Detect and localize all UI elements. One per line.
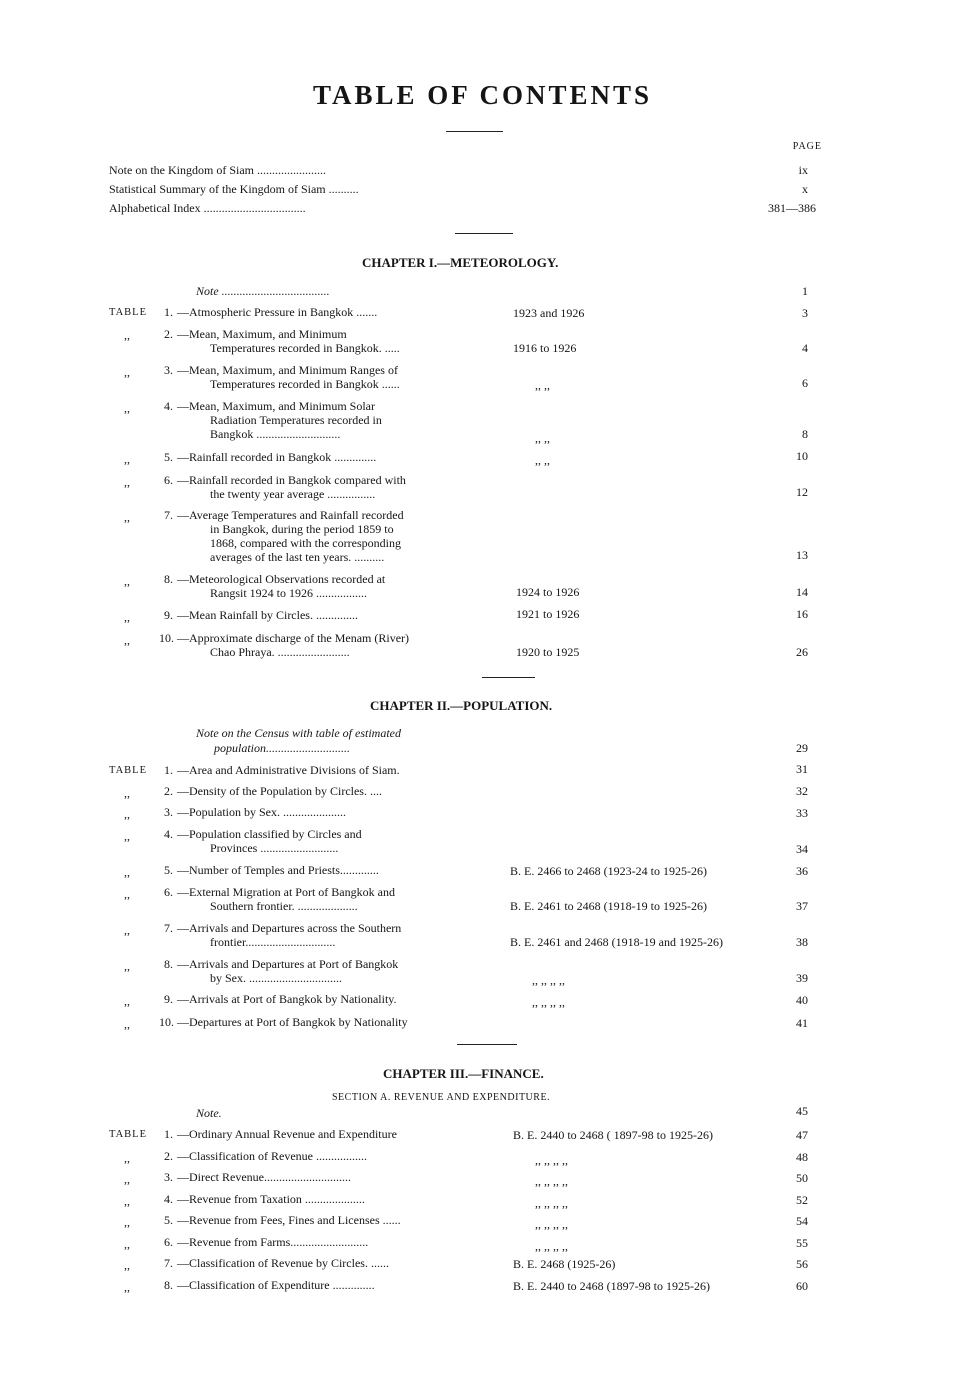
page-title: TABLE OF CONTENTS [312, 80, 653, 110]
chapter-note: Note. [196, 1106, 222, 1120]
table-number: 6. [164, 1235, 173, 1249]
table-title: —Revenue from Fees, Fines and Licenses ...... [177, 1213, 401, 1227]
table-number: 10. [159, 1015, 174, 1029]
section-rule [482, 677, 535, 678]
table-number: 5. [164, 863, 173, 877]
table-page: 36 [796, 864, 808, 878]
front-matter-label: Statistical Summary of the Kingdom of Siam .......... [109, 182, 359, 196]
table-title: —Population by Sex. ..................... [177, 805, 347, 819]
table-title: —Direct Revenue............................. [177, 1170, 351, 1184]
table-range: ,, ,, [535, 378, 550, 392]
front-matter-label: Note on the Kingdom of Siam ....................... [109, 163, 326, 177]
ditto-mark: ,, [124, 1194, 130, 1208]
table-number: 5. [164, 1213, 173, 1227]
table-number: 4. [164, 1192, 173, 1206]
ditto-mark: ,, [124, 1258, 130, 1272]
table-number: 4. [164, 399, 173, 413]
table-page: 38 [796, 935, 808, 949]
ditto-mark: ,, [124, 452, 130, 466]
table-label: TABLE [109, 765, 147, 776]
table-title: —Area and Administrative Divisions of Siam. [177, 763, 400, 777]
table-title: —Average Temperatures and Rainfall recorded [177, 508, 404, 522]
table-page: 48 [796, 1150, 808, 1164]
table-page: 39 [796, 971, 808, 985]
table-title: —Revenue from Taxation .................... [177, 1192, 365, 1206]
table-page: 50 [796, 1171, 808, 1185]
table-number: 7. [164, 1256, 173, 1270]
table-number: 2. [164, 327, 173, 341]
ditto-mark: ,, [124, 1280, 130, 1294]
table-title: —Density of the Population by Circles. .... [177, 784, 382, 798]
table-page: 47 [796, 1128, 808, 1142]
table-number: 8. [164, 957, 173, 971]
table-page: 32 [796, 784, 808, 798]
chapter-heading: CHAPTER I.—METEOROLOGY. [362, 255, 559, 270]
ditto-mark: ,, [124, 510, 130, 524]
chapter-heading: CHAPTER II.—POPULATION. [370, 698, 553, 713]
table-page: 41 [796, 1016, 808, 1030]
table-number: 9. [164, 992, 173, 1006]
section-rule [457, 1044, 517, 1045]
title-rule [446, 131, 503, 132]
table-title-cont: by Sex. ............................... [210, 971, 342, 985]
table-page: 33 [796, 806, 808, 820]
table-title: —Revenue from Farms.......................... [177, 1235, 369, 1249]
front-matter-page: 381—386 [768, 201, 816, 215]
table-page: 34 [796, 842, 808, 856]
note-page: 45 [796, 1104, 808, 1118]
front-matter-label: Alphabetical Index .................................. [109, 201, 306, 215]
table-range: 1921 to 1926 [516, 607, 580, 621]
table-page: 6 [802, 376, 808, 390]
table-range: ,, ,, ,, ,, [532, 995, 565, 1009]
table-range: ,, ,, ,, ,, [535, 1239, 568, 1253]
front-matter-page: x [802, 182, 808, 196]
table-title-cont: Rangsit 1924 to 1926 ................. [210, 586, 368, 600]
table-range: ,, ,, ,, ,, [535, 1174, 568, 1188]
table-label: TABLE [109, 1129, 147, 1140]
table-title: —Rainfall recorded in Bangkok compared with [177, 473, 406, 487]
table-title: —Arrivals at Port of Bangkok by Nationality. [177, 992, 397, 1006]
ditto-mark: ,, [124, 1017, 130, 1031]
note-page: 1 [802, 284, 808, 298]
table-number: 1. [164, 1127, 173, 1141]
table-page: 13 [796, 548, 808, 562]
table-range: 1924 to 1926 [516, 585, 580, 599]
table-page: 52 [796, 1193, 808, 1207]
table-range: ,, ,, [535, 453, 550, 467]
table-range: B. E. 2461 and 2468 (1918-19 and 1925-26) [510, 935, 723, 949]
table-label: TABLE [109, 307, 147, 318]
table-title-cont: Temperatures recorded in Bangkok ...... [210, 377, 400, 391]
table-range: ,, ,, ,, ,, [535, 1153, 568, 1167]
table-title: —Mean Rainfall by Circles. .............. [177, 608, 358, 622]
table-number: 7. [164, 921, 173, 935]
table-number: 8. [164, 1278, 173, 1292]
table-page: 37 [796, 899, 808, 913]
table-number: 4. [164, 827, 173, 841]
chapter-heading: CHAPTER III.—FINANCE. [383, 1066, 544, 1081]
chapter-note-cont: population............................ [214, 741, 351, 755]
table-title: —Mean, Maximum, and Minimum Solar [177, 399, 375, 413]
ditto-mark: ,, [124, 328, 130, 342]
table-title: —Classification of Expenditure .............. [177, 1278, 375, 1292]
ditto-mark: ,, [124, 887, 130, 901]
table-title: —Classification of Revenue ................. [177, 1149, 367, 1163]
table-number: 10. [159, 631, 174, 645]
section-rule [455, 233, 513, 234]
table-range: B. E. 2461 to 2468 (1918-19 to 1925-26) [510, 899, 707, 913]
table-title: —Number of Temples and Priests............. [177, 863, 379, 877]
table-page: 54 [796, 1214, 808, 1228]
table-page: 26 [796, 645, 808, 659]
note-page: 29 [796, 741, 808, 755]
ditto-mark: ,, [124, 865, 130, 879]
ditto-mark: ,, [124, 633, 130, 647]
ditto-mark: ,, [124, 807, 130, 821]
ditto-mark: ,, [124, 610, 130, 624]
table-title-cont: Provinces .......................... [210, 841, 339, 855]
table-number: 3. [164, 363, 173, 377]
ditto-mark: ,, [124, 401, 130, 415]
table-title-cont: averages of the last ten years. .......... [210, 550, 385, 564]
table-range: B. E. 2440 to 2468 ( 1897-98 to 1925-26) [513, 1128, 713, 1142]
table-title: —External Migration at Port of Bangkok and [177, 885, 395, 899]
table-title: —Atmospheric Pressure in Bangkok ....... [177, 305, 378, 319]
ditto-mark: ,, [124, 475, 130, 489]
table-page: 3 [802, 306, 808, 320]
table-range: ,, ,, ,, ,, [532, 973, 565, 987]
ditto-mark: ,, [124, 1151, 130, 1165]
table-number: 3. [164, 805, 173, 819]
table-number: 6. [164, 885, 173, 899]
table-page: 16 [796, 607, 808, 621]
table-page: 31 [796, 762, 808, 776]
table-page: 4 [802, 341, 808, 355]
table-title: —Arrivals and Departures at Port of Bangkok [177, 957, 399, 971]
table-range: 1916 to 1926 [513, 341, 577, 355]
table-title: —Ordinary Annual Revenue and Expenditure [177, 1127, 397, 1141]
table-page: 8 [802, 427, 808, 441]
table-range: 1923 and 1926 [513, 306, 585, 320]
ditto-mark: ,, [124, 1215, 130, 1229]
table-page: 12 [796, 485, 808, 499]
ditto-mark: ,, [124, 923, 130, 937]
table-title-cont: Radiation Temperatures recorded in [210, 413, 382, 427]
table-range: 1920 to 1925 [516, 645, 580, 659]
table-number: 6. [164, 473, 173, 487]
table-title: —Mean, Maximum, and Minimum Ranges of [177, 363, 398, 377]
section-heading: SECTION A. REVENUE AND EXPENDITURE. [332, 1092, 551, 1103]
page-column-header: PAGE [792, 141, 822, 152]
table-title: —Arrivals and Departures across the Southern [177, 921, 402, 935]
ditto-mark: ,, [124, 786, 130, 800]
ditto-mark: ,, [124, 829, 130, 843]
table-number: 3. [164, 1170, 173, 1184]
table-number: 1. [164, 305, 173, 319]
table-page: 55 [796, 1236, 808, 1250]
table-title-cont: Bangkok ............................ [210, 427, 341, 441]
table-title: —Approximate discharge of the Menam (River) [177, 631, 410, 645]
chapter-note: Note on the Census with table of estimated [196, 726, 401, 740]
table-number: 2. [164, 1149, 173, 1163]
table-number: 1. [164, 763, 173, 777]
table-title: —Departures at Port of Bangkok by Nationality [177, 1015, 408, 1029]
table-range: B. E. 2468 (1925-26) [513, 1257, 616, 1271]
table-range: ,, ,, [535, 431, 550, 445]
table-page: 40 [796, 993, 808, 1007]
table-title-cont: Southern frontier. .................... [210, 899, 358, 913]
table-title-cont: 1868, compared with the corresponding [210, 536, 401, 550]
chapter-note: Note .................................... [196, 284, 330, 298]
table-number: 2. [164, 784, 173, 798]
table-number: 8. [164, 572, 173, 586]
table-range: ,, ,, ,, ,, [535, 1217, 568, 1231]
table-number: 7. [164, 508, 173, 522]
ditto-mark: ,, [124, 365, 130, 379]
ditto-mark: ,, [124, 574, 130, 588]
table-title: —Rainfall recorded in Bangkok .............. [177, 450, 377, 464]
table-range: ,, ,, ,, ,, [535, 1196, 568, 1210]
table-number: 5. [164, 450, 173, 464]
table-title: —Classification of Revenue by Circles. ...... [177, 1256, 389, 1270]
table-range: B. E. 2466 to 2468 (1923-24 to 1925-26) [510, 864, 707, 878]
table-title-cont: frontier.............................. [210, 935, 336, 949]
table-title-cont: the twenty year average ................ [210, 487, 376, 501]
table-number: 9. [164, 608, 173, 622]
table-title: —Meteorological Observations recorded at [177, 572, 386, 586]
table-title-cont: Temperatures recorded in Bangkok. ..... [210, 341, 400, 355]
ditto-mark: ,, [124, 1172, 130, 1186]
table-page: 56 [796, 1257, 808, 1271]
ditto-mark: ,, [124, 959, 130, 973]
ditto-mark: ,, [124, 994, 130, 1008]
table-page: 14 [796, 585, 808, 599]
table-page: 60 [796, 1279, 808, 1293]
table-title: —Mean, Maximum, and Minimum [177, 327, 347, 341]
table-title-cont: Chao Phraya. ........................ [210, 645, 350, 659]
table-range: B. E. 2440 to 2468 (1897-98 to 1925-26) [513, 1279, 710, 1293]
ditto-mark: ,, [124, 1237, 130, 1251]
table-title-cont: in Bangkok, during the period 1859 to [210, 522, 394, 536]
front-matter-page: ix [798, 163, 808, 177]
table-page: 10 [796, 449, 808, 463]
table-title: —Population classified by Circles and [177, 827, 362, 841]
